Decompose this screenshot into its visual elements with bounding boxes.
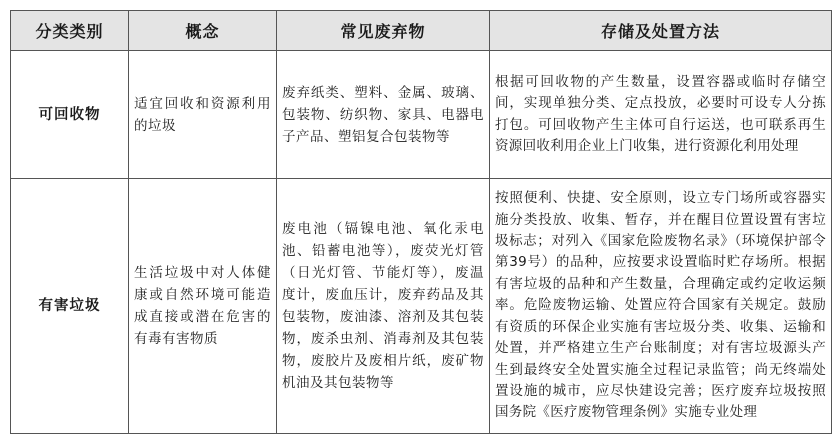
concept-cell: 生活垃圾中对人体健康或自然环境可能造成直接或潜在危害的有毒有害物质 <box>129 179 277 434</box>
header-category: 分类类别 <box>11 11 129 51</box>
common-waste-cell: 废电池（镉镍电池、氧化汞电池、铅蓄电池等），废荧光灯管（日光灯管、节能灯等），废温度计，废血压计，废弃药品及其包装物，废油漆、溶剂及其包装物，废杀虫剂、消毒剂及其包装物，废胶片及废相片纸，废矿物机油及其包装物等 <box>277 179 490 434</box>
table-header-row <box>11 11 832 51</box>
category-cell: 可回收物 <box>11 51 129 179</box>
concept-cell: 适宜回收和资源利用的垃圾 <box>129 51 277 179</box>
table-row <box>11 51 832 179</box>
header-storage-method: 存储及处置方法 <box>490 11 832 51</box>
header-concept: 概念 <box>129 11 277 51</box>
common-waste-cell: 废弃纸类、塑料、金属、玻璃、包装物、纺织物、家具、电器电子产品、塑铝复合包装物等 <box>277 51 490 179</box>
header-common-waste: 常见废弃物 <box>277 11 490 51</box>
method-cell: 根据可回收物的产生数量，设置容器或临时存储空间，实现单独分类、定点投放，必要时可设专人分拣打包。可回收物产生主体可自行运送，也可联系再生资源回收利用企业上门收集，进行资源化利用处理 <box>490 51 832 179</box>
waste-classification-table <box>10 10 832 434</box>
method-cell: 按照便利、快捷、安全原则，设立专门场所或容器实施分类投放、收集、暂存，并在醒目位置设置有害垃圾标志；对列入《国家危险废物名录》（环境保护部令第39号）的品种，应按要求设置临时贮存场所。根据有害垃圾的品种和产生数量，合理确定或约定收运频率。危险废物运输、处置应符合国家有关规定。鼓励有资质的环保企业实施有害垃圾分类、收集、运输和处置，并严格建立生产台账制度；对有害垃圾源头产生到最终安全处置实施全过程记录监管；尚无终端处置设施的城市，应尽快建设完善；医疗废弃垃圾按照国务院《医疗废物管理条例》实施专业处理 <box>490 179 832 434</box>
table-row <box>11 179 832 434</box>
category-cell: 有害垃圾 <box>11 179 129 434</box>
